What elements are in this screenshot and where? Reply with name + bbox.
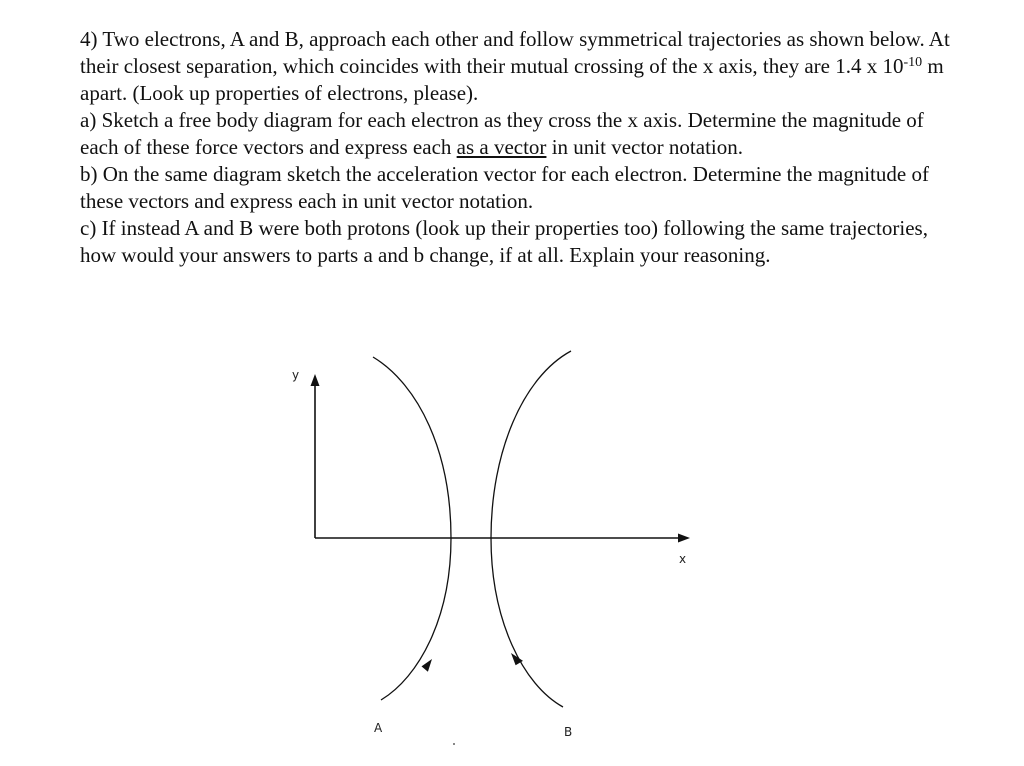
y-axis-label: y — [292, 368, 300, 382]
trajectory-a — [373, 357, 451, 700]
part-a-underlined: as a vector — [456, 135, 547, 159]
y-axis-arrowhead — [311, 374, 320, 386]
x-axis-arrowhead — [678, 534, 690, 543]
intro-text: 4) Two electrons, A and B, approach each other and follow symmetrical trajectories as shown below. At their closest separation, which coincides with their mutual crossing of the x axis, they are 1.4 x 10 — [80, 27, 950, 78]
part-a-text: a) Sketch a free body diagram for each electron as they cross the x axis. Determine the magnitude of each of these force vectors and express each — [80, 108, 924, 159]
trajectory-a-arrowhead — [422, 659, 433, 672]
part-a-text-end: in unit vector notation. — [546, 135, 743, 159]
part-c: c) If instead A and B were both protons (look up their properties too) following the same trajectories, how would your answers to parts a and b change, if at all. Explain your reasoning. — [80, 216, 928, 267]
trajectory-a-label: A — [374, 721, 383, 735]
trajectory-b — [491, 351, 571, 707]
trajectory-b-label: B — [564, 725, 573, 739]
intro-text-end: m apart. (Look up properties of electrons, please). — [80, 54, 944, 105]
stray-mark — [453, 743, 455, 745]
x-axis-label: x — [679, 552, 687, 566]
part-b: b) On the same diagram sketch the acceleration vector for each electron. Determine the magnitude of these vectors and express each in unit vector notation. — [80, 162, 929, 213]
intro-exponent: -10 — [903, 55, 923, 70]
